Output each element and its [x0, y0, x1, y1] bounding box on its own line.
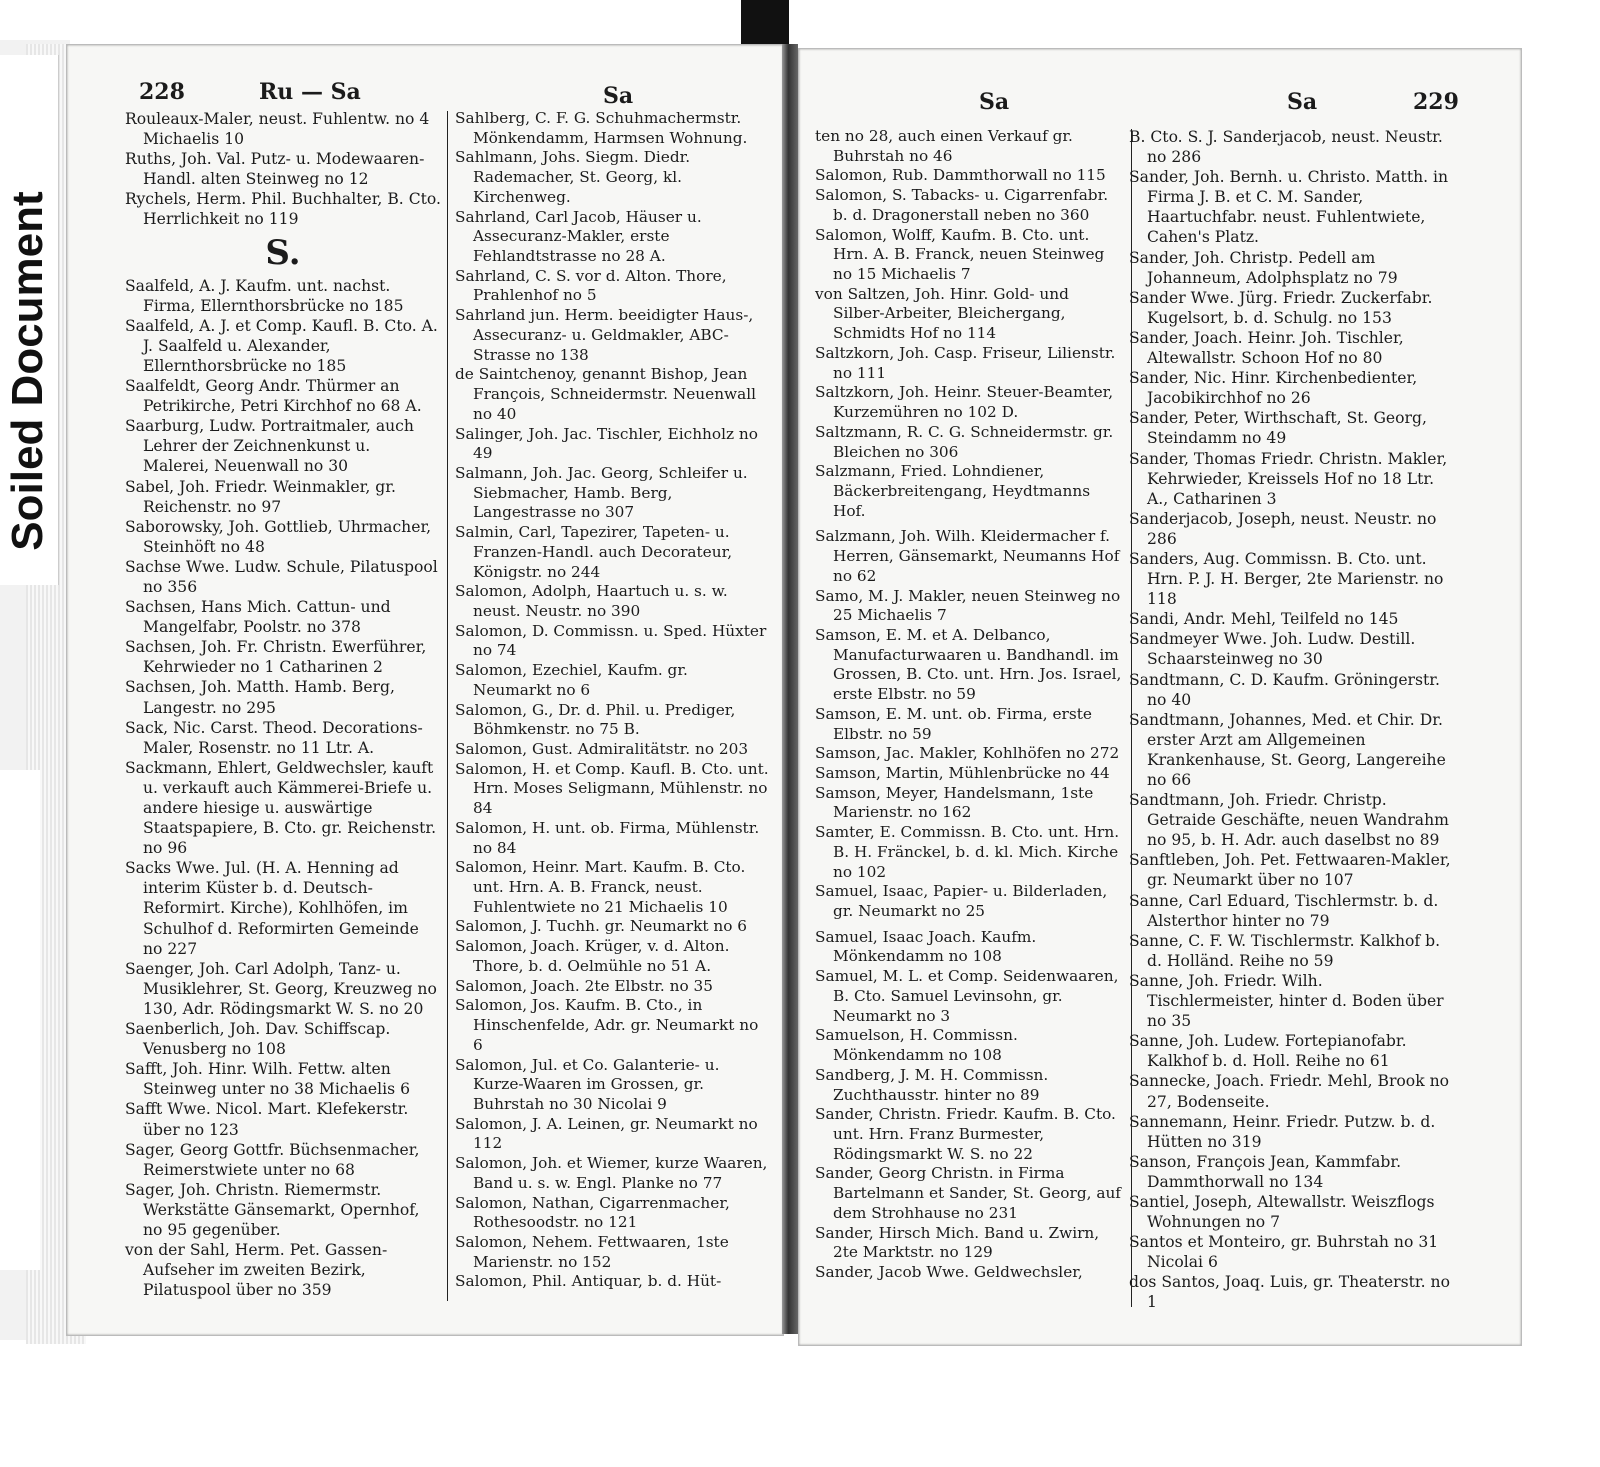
list-item: Salomon, Ezechiel, Kaufm. gr. Neumarkt no 6	[455, 661, 688, 699]
right-right-label: Sa	[1287, 89, 1318, 115]
list-item: Sabel, Joh. Friedr. Weinmakler, gr. Reichenstr. no 97	[125, 477, 396, 516]
list-item: Salzmann, Fried. Lohndiener, Bäckerbreitengang, Heydtmanns Hof.	[815, 462, 1091, 520]
list-item: B. Cto. S. J. Sanderjacob, neust. Neustr. no 286	[1129, 128, 1443, 167]
list-item: Sander, Hirsch Mich. Band u. Zwirn, 2te Marktstr. no 129	[815, 1223, 1100, 1262]
binding-tab	[741, 0, 789, 44]
list-item: Sanne, Carl Eduard, Tischlermstr. b. d. Alsterthor hinter no 79	[1129, 891, 1439, 930]
list-item: Sander, Joach. Heinr. Joh. Tischler, Altewallstr. Schoon Hof no 80	[1129, 328, 1404, 368]
list-item: Salomon, Joach. 2te Elbstr. no 35	[455, 976, 713, 995]
list-item: Saarburg, Ludw. Portraitmaler, auch Lehrer der Zeichnenkunst u. Malerei, Neuenwall no 30	[125, 417, 414, 476]
right-column-1	[815, 127, 1125, 1283]
list-item: Sander, Joh. Christp. Pedell am Johanneum, Adolphsplatz no 79	[1129, 248, 1398, 287]
right-page-number: 229	[1413, 89, 1459, 115]
list-item: Sanne, Joh. Friedr. Wilh. Tischlermeister, hinter d. Boden über no 35	[1129, 971, 1444, 1031]
list-item: Saborowsky, Joh. Gottlieb, Uhrmacher, Steinhöft no 48	[125, 517, 432, 556]
left-page-number: 228	[139, 79, 185, 105]
list-item: Salomon, Jos. Kaufm. B. Cto., in Hinschenfelde, Adr. gr. Neumarkt no 6	[455, 996, 759, 1054]
list-item: Sackmann, Ehlert, Geldwechsler, kauft u. verkauft auch Kämmerei-Briefe u. andere hiesige u. auswärtige Staatspapiere, B. Cto. gr. Reichenstr. no 96	[125, 758, 437, 858]
list-item: von der Sahl, Herm. Pet. Gassen-Aufseher im zweiten Bezirk, Pilatuspool über no 359	[125, 1241, 388, 1300]
section-letter: S.	[265, 232, 301, 273]
list-item: Sanne, C. F. W. Tischlermstr. Kalkhof b. d. Holländ. Reihe no 59	[1129, 931, 1441, 970]
list-item: Sandtmann, Johannes, Med. et Chir. Dr. erster Arzt am Allgemeinen Krankenhause, St. Georg, Langereihe no 66	[1129, 710, 1446, 789]
list-item: Saltzkorn, Joh. Heinr. Steuer-Beamter, Kurzemühren no 102 D.	[815, 383, 1114, 422]
list-item: Sander, Nic. Hinr. Kirchenbedienter, Jacobikirchhof no 26	[1129, 369, 1418, 408]
list-item: Safft Wwe. Nicol. Mart. Klefekerstr. über no 123	[125, 1100, 409, 1139]
list-item: Safft, Joh. Hinr. Wilh. Fettw. alten Steinweg unter no 38 Michaelis 6	[125, 1060, 411, 1099]
list-item: Sander, Georg Christn. in Firma Bartelmann et Sander, St. Georg, auf dem Strohhause no 231	[815, 1164, 1121, 1222]
list-item: Sander, Thomas Friedr. Christn. Makler, Kehrwieder, Kreissels Hof no 18 Ltr. A., Catharinen 3	[1129, 449, 1448, 508]
list-item: Saalfeldt, Georg Andr. Thürmer an Petrikirche, Petri Kirchhof no 68 A.	[125, 377, 422, 416]
list-item: Samuel, Isaac, Papier- u. Bilderladen, gr. Neumarkt no 25	[815, 882, 1108, 921]
list-item: Samuel, Isaac Joach. Kaufm. Mönkendamm no 108	[815, 927, 1037, 966]
list-item: Ruths, Joh. Val. Putz- u. Modewaaren-Handl. alten Steinweg no 12	[125, 150, 425, 189]
list-item: Saltzmann, R. C. G. Schneidermstr. gr. Bleichen no 306	[815, 422, 1114, 461]
list-item: Saalfeld, A. J. et Comp. Kaufl. B. Cto. A. J. Saalfeld u. Alexander, Ellernthorsbrücke no 185	[125, 316, 438, 375]
list-item: Salomon, Joh. et Wiemer, kurze Waaren, Band u. s. w. Engl. Planke no 77	[455, 1154, 768, 1192]
list-item: Sandtmann, Joh. Friedr. Christp. Getraide Geschäfte, neuen Wandrahm no 95, b. H. Adr. auch daselbst no 89	[1129, 791, 1449, 850]
left-column-1	[125, 109, 441, 1300]
right-column-2	[1129, 127, 1451, 1313]
list-item: Salomon, H. et Comp. Kaufl. B. Cto. unt. Hrn. Moses Seligmann, Mühlenstr. no 84	[455, 759, 769, 818]
list-item: Salomon, Rub. Dammthorwall no 115	[815, 166, 1106, 185]
list-item: Sahrland, C. S. vor d. Alton. Thore, Prahlenhof no 5	[455, 266, 727, 305]
list-item: Samter, E. Commissn. B. Cto. unt. Hrn. B. H. Fränckel, b. d. kl. Mich. Kirche no 102	[815, 823, 1120, 881]
soiled-document-stamp	[0, 55, 59, 585]
list-item: Salomon, Heinr. Mart. Kaufm. B. Cto. unt. Hrn. A. B. Franck, neust. Fuhlentwiete no 21 Michaelis 10	[455, 858, 746, 916]
list-item: Salomon, Phil. Antiquar, b. d. Hüt-	[455, 1272, 722, 1291]
list-item: Saenger, Joh. Carl Adolph, Tanz- u. Musiklehrer, St. Georg, Kreuzweg no 130, Adr. Rödingsmarkt W. S. no 20	[125, 959, 437, 1018]
list-item: Sachsen, Joh. Matth. Hamb. Berg, Langestr. no 295	[125, 678, 395, 717]
list-item: Santiel, Joseph, Altewallstr. Weiszflogs Wohnungen no 7	[1129, 1192, 1435, 1232]
list-item: Salomon, Nathan, Cigarrenmacher, Rothesoodstr. no 121	[455, 1193, 730, 1232]
right-page	[798, 48, 1522, 1346]
list-item: Salomon, Gust. Admiralitätstr. no 203	[455, 740, 749, 758]
left-page	[66, 44, 784, 1336]
left-section-range: Ru — Sa	[259, 79, 361, 105]
left-column-2	[455, 109, 771, 1292]
list-item: Salomon, D. Commissn. u. Sped. Hüxter no 74	[455, 621, 767, 660]
list-item: Salomon, Wolff, Kaufm. B. Cto. unt. Hrn. A. B. Franck, neuen Steinweg no 15 Michaelis 7	[815, 225, 1105, 284]
list-item: Sachsen, Joh. Fr. Christn. Ewerführer, Kehrwieder no 1 Catharinen 2	[125, 638, 427, 677]
list-item: Sannemann, Heinr. Friedr. Putzw. b. d. Hütten no 319	[1129, 1112, 1436, 1151]
list-item: Salinger, Joh. Jac. Tischler, Eichholz no 49	[455, 424, 758, 463]
list-item: Salomon, G., Dr. d. Phil. u. Prediger, Böhmkenstr. no 75 B.	[455, 700, 736, 739]
list-item: Salomon, Joach. Krüger, v. d. Alton. Thore, b. d. Oelmühle no 51 A.	[455, 937, 730, 975]
list-item: Rouleaux-Maler, neust. Fuhlentw. no 4 Michaelis 10	[125, 110, 430, 149]
list-item: Salomon, Jul. et Co. Galanterie- u. Kurze-Waaren im Grossen, gr. Buhrstah no 30 Nicolai 9	[455, 1055, 720, 1113]
list-item: Sander, Christn. Friedr. Kaufm. B. Cto. unt. Hrn. Franz Burmester, Rödingsmarkt W. S. no 22	[815, 1105, 1116, 1163]
list-item: Sandi, Andr. Mehl, Teilfeld no 145	[1129, 610, 1399, 629]
list-item: Salmann, Joh. Jac. Georg, Schleifer u. Siebmacher, Hamb. Berg, Langestrasse no 307	[455, 463, 748, 522]
list-item: Salomon, Adolph, Haartuch u. s. w. neust. Neustr. no 390	[455, 582, 728, 620]
right-left-label: Sa	[979, 89, 1010, 115]
list-item: Sahlberg, C. F. G. Schuhmachermstr. Mönkendamm, Harmsen Wohnung.	[455, 109, 748, 147]
list-item: Samson, Meyer, Handelsmann, 1ste Marienstr. no 162	[815, 783, 1094, 822]
list-item: Samo, M. J. Makler, neuen Steinweg no 25 Michaelis 7	[815, 586, 1121, 625]
list-item: Samson, Martin, Mühlenbrücke no 44	[815, 764, 1110, 782]
list-item: Samson, E. M. et A. Delbanco, Manufacturwaaren u. Bandhandl. im Grossen, B. Cto. unt. Hrn. Jos. Israel, erste Elbstr. no 59	[815, 625, 1122, 704]
list-item: Rychels, Herm. Phil. Buchhalter, B. Cto. Herrlichkeit no 119	[125, 190, 441, 229]
left-center-label: Sa	[603, 83, 634, 109]
list-item: Saltzkorn, Joh. Casp. Friseur, Lilienstr. no 111	[815, 343, 1116, 382]
list-item: Sanders, Aug. Commissn. B. Cto. unt. Hrn. P. J. H. Berger, 2te Marienstr. no 118	[1129, 549, 1444, 609]
book-gutter	[782, 44, 798, 1334]
list-item: Sager, Georg Gottfr. Büchsenmacher, Reimerstwiete unter no 68	[125, 1140, 420, 1179]
list-item: Sachse Wwe. Ludw. Schule, Pilatuspool no 356	[125, 557, 438, 596]
list-item: Sander, Peter, Wirthschaft, St. Georg, Steindamm no 49	[1129, 409, 1427, 448]
list-item: Sandberg, J. M. H. Commissn. Zuchthausstr. hinter no 89	[815, 1065, 1049, 1104]
column-rule	[447, 111, 448, 1301]
list-item: Sager, Joh. Christn. Riemermstr. Werkstätte Gänsemarkt, Opernhof, no 95 gegenüber.	[125, 1180, 420, 1239]
list-item: Salomon, J. Tuchh. gr. Neumarkt no 6	[455, 917, 748, 936]
list-item: Sander Wwe. Jürg. Friedr. Zuckerfabr. Kugelsort, b. d. Schulg. no 153	[1129, 288, 1433, 327]
edge-margin	[0, 770, 40, 1270]
stamp-text: Soiled Document	[3, 191, 52, 551]
list-item: Salomon, H. unt. ob. Firma, Mühlenstr. no 84	[455, 818, 760, 857]
list-item: Sanson, François Jean, Kammfabr. Dammthorwall no 134	[1129, 1152, 1402, 1191]
list-item: dos Santos, Joaq. Luis, gr. Theaterstr. no 1	[1129, 1273, 1450, 1312]
list-item: Salzmann, Joh. Wilh. Kleidermacher f. Herren, Gänsemarkt, Neumanns Hof no 62	[815, 527, 1120, 585]
list-item: Saalfeld, A. J. Kaufm. unt. nachst. Firma, Ellernthorsbrücke no 185	[125, 276, 404, 315]
list-item: Salmin, Carl, Tapezirer, Tapeten- u. Franzen-Handl. auch Decorateur, Königstr. no 244	[455, 523, 733, 581]
list-item: Samson, Jac. Makler, Kohlhöfen no 272	[815, 744, 1120, 763]
list-item: Sachsen, Hans Mich. Cattun- und Mangelfabr, Poolstr. no 378	[125, 598, 391, 637]
list-item: ten no 28, auch einen Verkauf gr. Buhrstah no 46	[815, 127, 1073, 165]
list-item: Sanftleben, Joh. Pet. Fettwaaren-Makler, gr. Neumarkt über no 107	[1129, 851, 1451, 890]
list-item: Sanne, Joh. Ludew. Fortepianofabr. Kalkhof b. d. Holl. Reihe no 61	[1129, 1032, 1407, 1071]
list-item: Sandtmann, C. D. Kaufm. Gröningerstr. no 40	[1129, 670, 1440, 709]
list-item: Sannecke, Joach. Friedr. Mehl, Brook no 27, Bodenseite.	[1129, 1072, 1450, 1111]
list-item: Sahlmann, Johs. Siegm. Diedr. Rademacher, St. Georg, kl. Kirchenweg.	[455, 148, 691, 206]
list-item: Salomon, S. Tabacks- u. Cigarrenfabr. b. d. Dragonerstall neben no 360	[815, 186, 1109, 224]
list-item: von Saltzen, Joh. Hinr. Gold- und Silber-Arbeiter, Bleichergang, Schmidts Hof no 114	[815, 284, 1069, 343]
list-item: Sahrland jun. Herm. beeidigter Haus-, Assecuranz- u. Geldmakler, ABC-Strasse no 138	[455, 306, 754, 364]
list-item: Salomon, Nehem. Fettwaaren, 1ste Marienstr. no 152	[455, 1232, 729, 1271]
list-item: Samuel, M. L. et Comp. Seidenwaaren, B. Cto. Samuel Levinsohn, gr. Neumarkt no 3	[815, 967, 1119, 1025]
list-item: Samson, E. M. unt. ob. Firma, erste Elbstr. no 59	[815, 704, 1092, 743]
list-item: Saenberlich, Joh. Dav. Schiffscap. Venusberg no 108	[125, 1020, 391, 1059]
list-item: Sander, Jacob Wwe. Geldwechsler,	[815, 1262, 1083, 1281]
list-item: Samuelson, H. Commissn. Mönkendamm no 108	[815, 1026, 1018, 1065]
list-item: Sacks Wwe. Jul. (H. A. Henning ad interim Küster b. d. Deutsch-Reformirt. Kirche), Kohlhöfen, im Schulhof d. Reformirten Gemeinde no 227	[125, 859, 419, 958]
list-item: Salomon, J. A. Leinen, gr. Neumarkt no 112	[455, 1114, 758, 1153]
list-item: Santos et Monteiro, gr. Buhrstah no 31 Nicolai 6	[1129, 1233, 1439, 1272]
list-item: Sahrland, Carl Jacob, Häuser u. Assecuranz-Makler, erste Fehlandtstrasse no 28 A.	[455, 207, 702, 266]
list-item: Sanderjacob, Joseph, neust. Neustr. no 286	[1129, 509, 1437, 548]
list-item: Sander, Joh. Bernh. u. Christo. Matth. in Firma J. B. et C. M. Sander, Haartuchfabr. neust. Fuhlentwiete, Cahen's Platz.	[1129, 168, 1449, 247]
list-item: de Saintchenoy, genannt Bishop, Jean François, Schneidermstr. Neuenwall no 40	[455, 365, 757, 423]
list-item: Sack, Nic. Carst. Theod. Decorations-Maler, Rosenstr. no 11 Ltr. A.	[125, 718, 423, 757]
list-item: Sandmeyer Wwe. Joh. Ludw. Destill. Schaarsteinweg no 30	[1129, 630, 1416, 669]
